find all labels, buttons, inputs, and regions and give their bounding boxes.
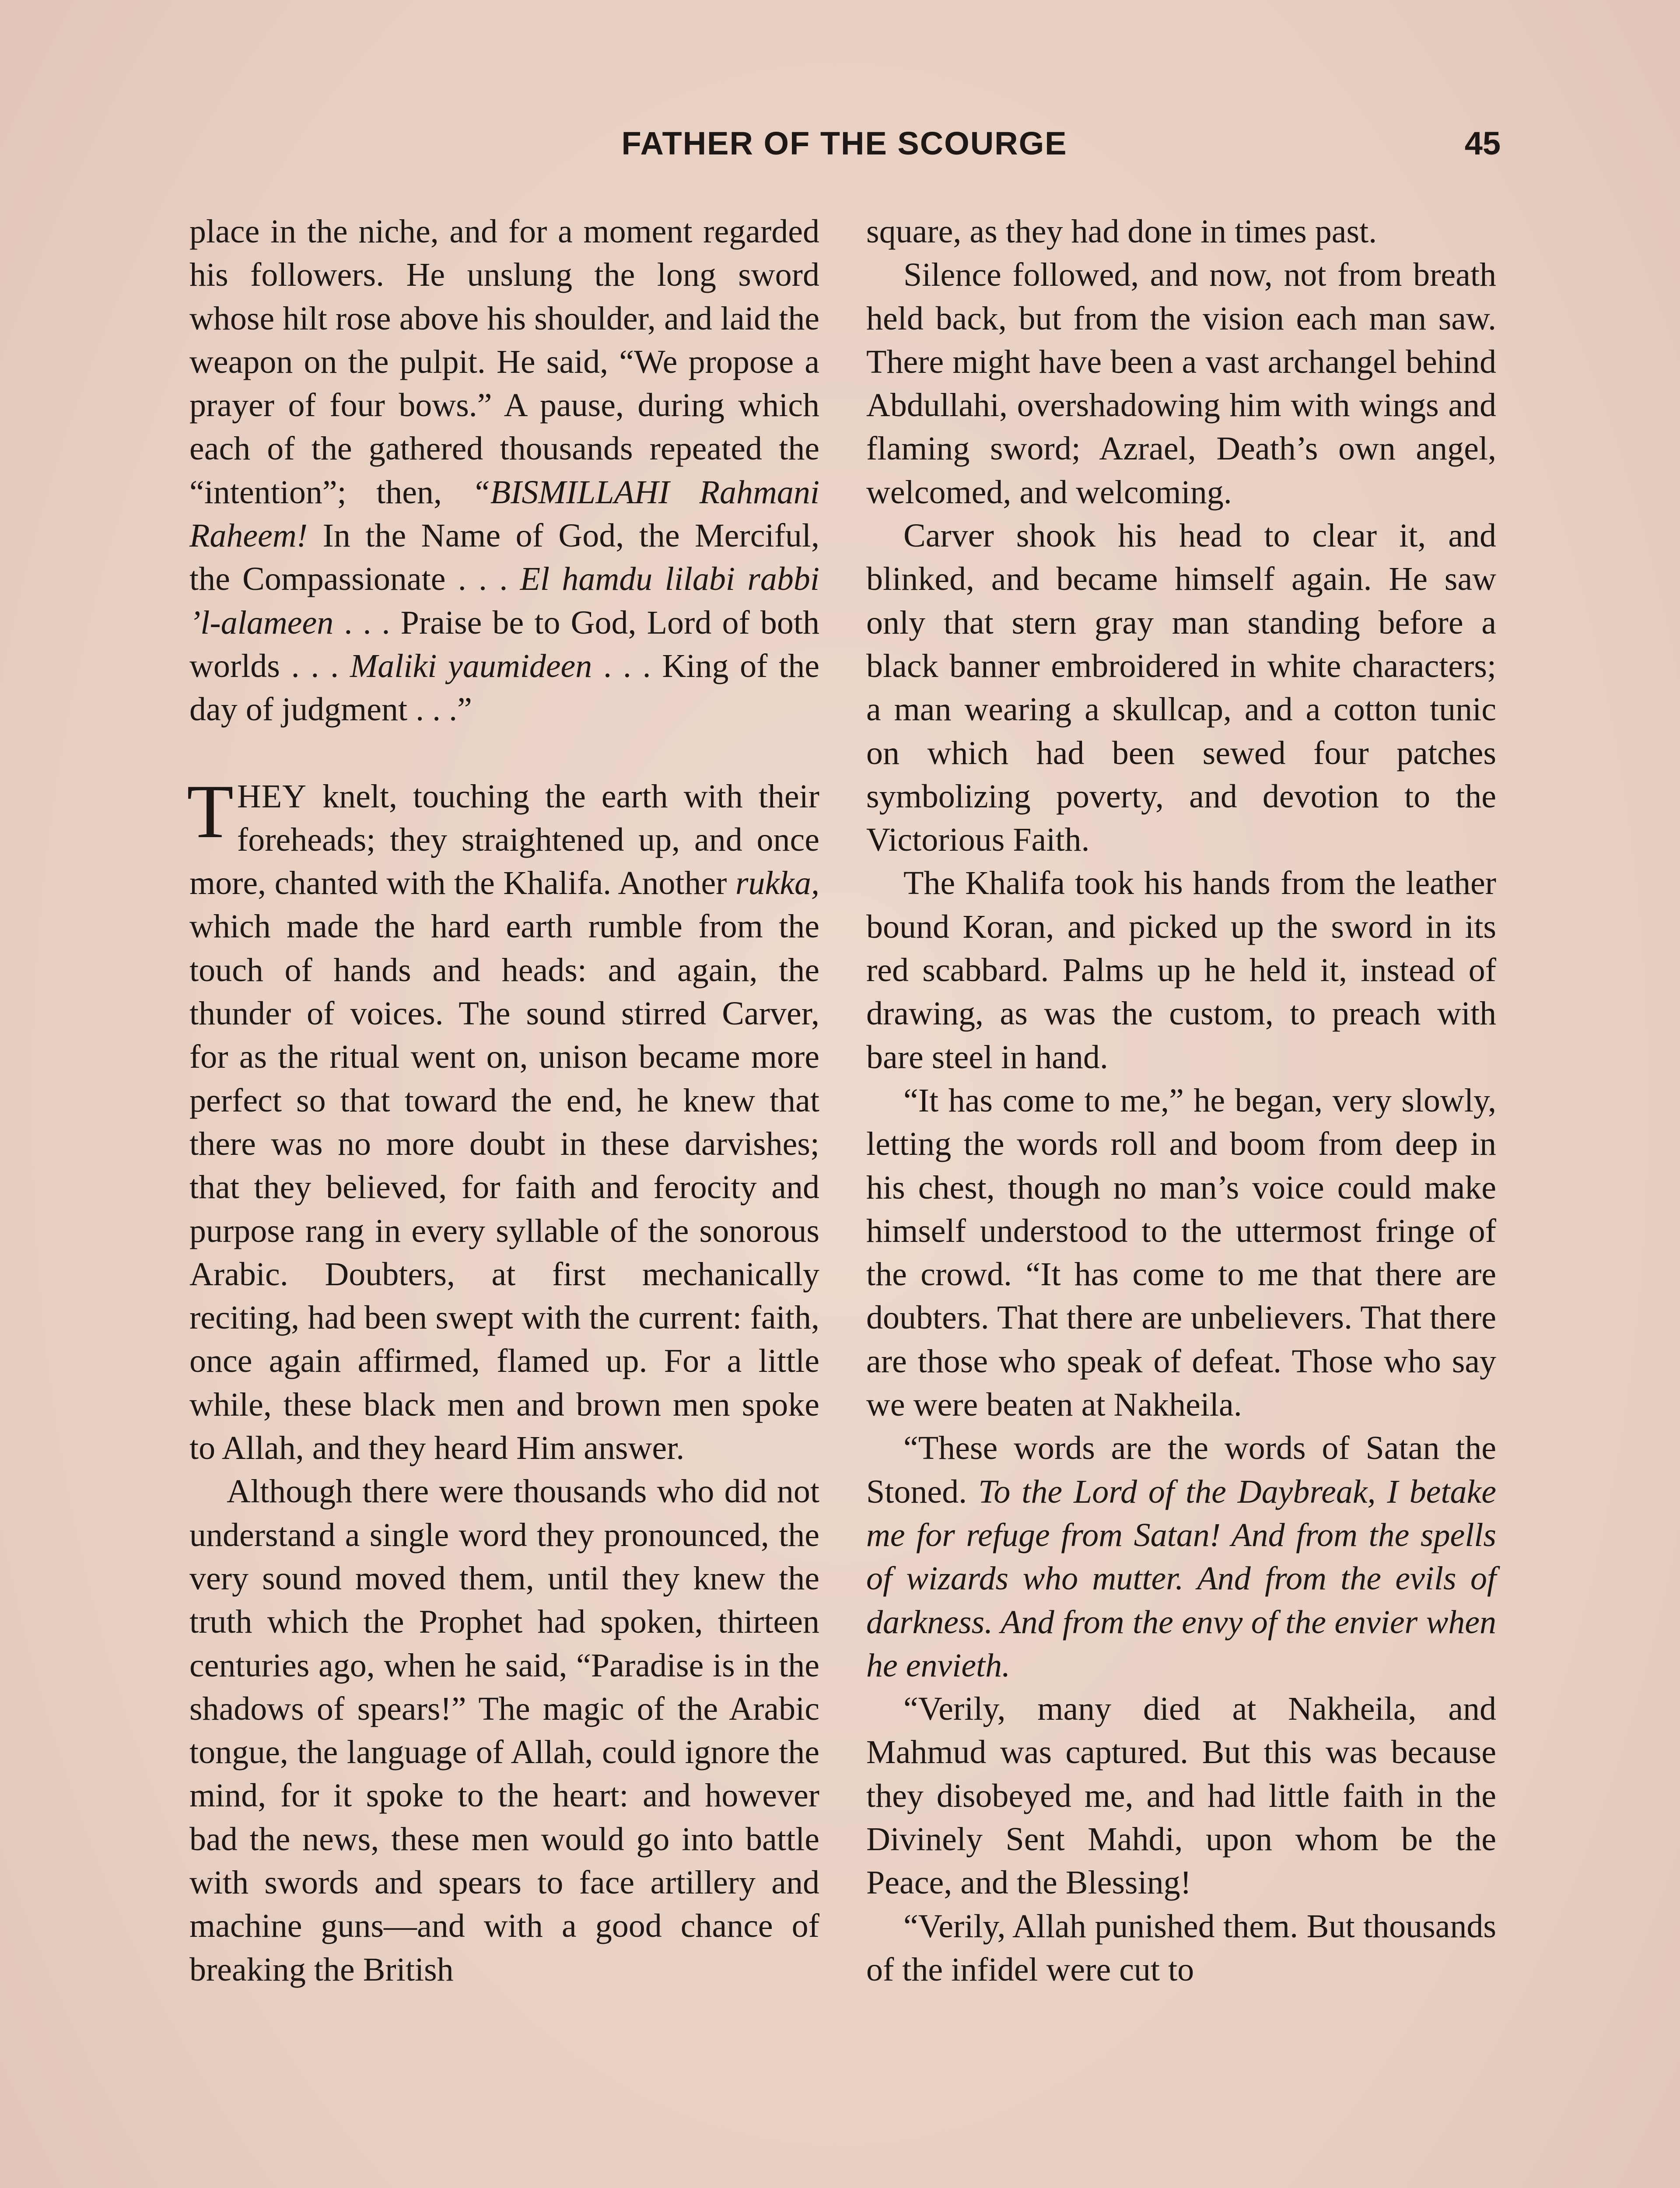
page-number: 45 — [1464, 125, 1501, 161]
italic-run: To the Lord of the Daybreak, I betake me for refuge from Satan! And from the spells of wizards who mutter. And from the evils of darkness. And from the envy of the envier when he envieth. — [866, 1473, 1496, 1684]
paragraph-dropcap — [187, 768, 819, 1470]
paragraph: square, as they had done in times past. — [866, 213, 1377, 250]
italic-run: rukka, — [735, 865, 819, 902]
small-caps-lead: HEY — [237, 778, 307, 815]
paragraph — [189, 210, 819, 732]
text-run: . . . Praise be to God, Lord of both worlds . . . — [189, 604, 819, 684]
right-column — [866, 210, 1496, 1992]
italic-run: Maliki yaumideen — [350, 647, 592, 684]
text-run: place in the niche, and for a moment regarded his followers. He unslung the long sword whose hilt rose above his shoulder, and laid the weapon on the pulpit. He said, “We propose a prayer of four bows.” A pause, during which each of the gathered thousands repeated the “intention”; then, — [189, 213, 819, 511]
italic-run: El hamdu lilabi rabbi ’l-alameen — [189, 561, 820, 641]
italic-run: “BISMILLAHI Rahmani Raheem! — [189, 473, 819, 554]
left-column — [189, 210, 819, 1992]
text-run: “These words are the words of Satan the Stoned. — [866, 1430, 1496, 1510]
text-run: In the Name of God, the Merciful, the Compassionate . . . — [189, 517, 819, 598]
paragraph: Although there were thousands who did not understand a single word they pronounced, the very sound moved them, until they knew the truth which the Prophet had spoken, thirteen centuries ago, when he said, “Paradise is in the shadows of spears!” The magic of the Arabic tongue, the language of Allah, could ignore the mind, for it spoke to the heart: and however bad the news, these men would go into battle with swords and spears to face artillery and machine guns—and with a good chance of breaking the British — [189, 1473, 819, 1988]
running-header — [188, 125, 1501, 168]
paragraph: “It has come to me,” he began, very slowly, letting the words roll and boom from deep in his chest, though no man’s voice could make himself understood to the uttermost fringe of the crowd. “It has come to me that there are doubters. That there are unbelievers. That there are those who speak of defeat. Those who say we were beaten at Nakheila. — [866, 1082, 1496, 1424]
paragraph: Carver shook his head to clear it, and blinked, and became himself again. He saw only that stern gray man standing before a black banner embroidered in white characters; a man wearing a skullcap, and a cotton tunic on which had been sewed four patches symbolizing poverty, and devotion to the Victorious Faith. — [866, 517, 1496, 859]
paragraph: Silence followed, and now, not from breath held back, but from the vision each man saw. There might have been a vast archangel behind Abdullahi, overshadowing him with wings and flaming sword; Azrael, Death’s own angel, welcomed, and welcoming. — [866, 256, 1496, 511]
paragraph: “Verily, many died at Nakheila, and Mahmud was captured. But this was because they disobeyed me, and had little faith in the Divinely Sent Mahdi, upon whom be the Peace, and the Blessing! — [866, 1690, 1496, 1901]
paragraph: “Verily, Allah punished them. But thousands of the infidel were cut to — [866, 1907, 1496, 1988]
paragraph: The Khalifa took his hands from the leather bound Koran, and picked up the sword in its red scabbard. Palms up he held it, instead of drawing, as was the custom, to preach with bare steel in hand. — [866, 865, 1496, 1076]
text-run: knelt, touching the earth with their foreheads; they straightened up, and once more, chanted with the Khalifa. Another — [189, 778, 819, 902]
drop-cap: T — [187, 768, 234, 854]
running-title: FATHER OF THE SCOURGE — [621, 125, 1068, 161]
text-run: . . . King of the day of judgment . . .” — [189, 647, 820, 728]
paragraph — [866, 1427, 1496, 1687]
text-run: which made the hard earth rumble from the touch of hands and heads: and again, the thunder of voices. The sound stirred Carver, for as the ritual went on, unison became more perfect so that toward the end, he knew that there was no more doubt in these darvishes; that they believed, for faith and ferocity and purpose rang in every syllable of the sonorous Arabic. Doubters, at first mechanically reciting, had been swept with the current: faith, once again affirmed, flamed up. For a little while, these black men and brown men spoke to Allah, and they heard Him answer. — [189, 908, 819, 1467]
paragraph-body — [187, 768, 819, 1467]
